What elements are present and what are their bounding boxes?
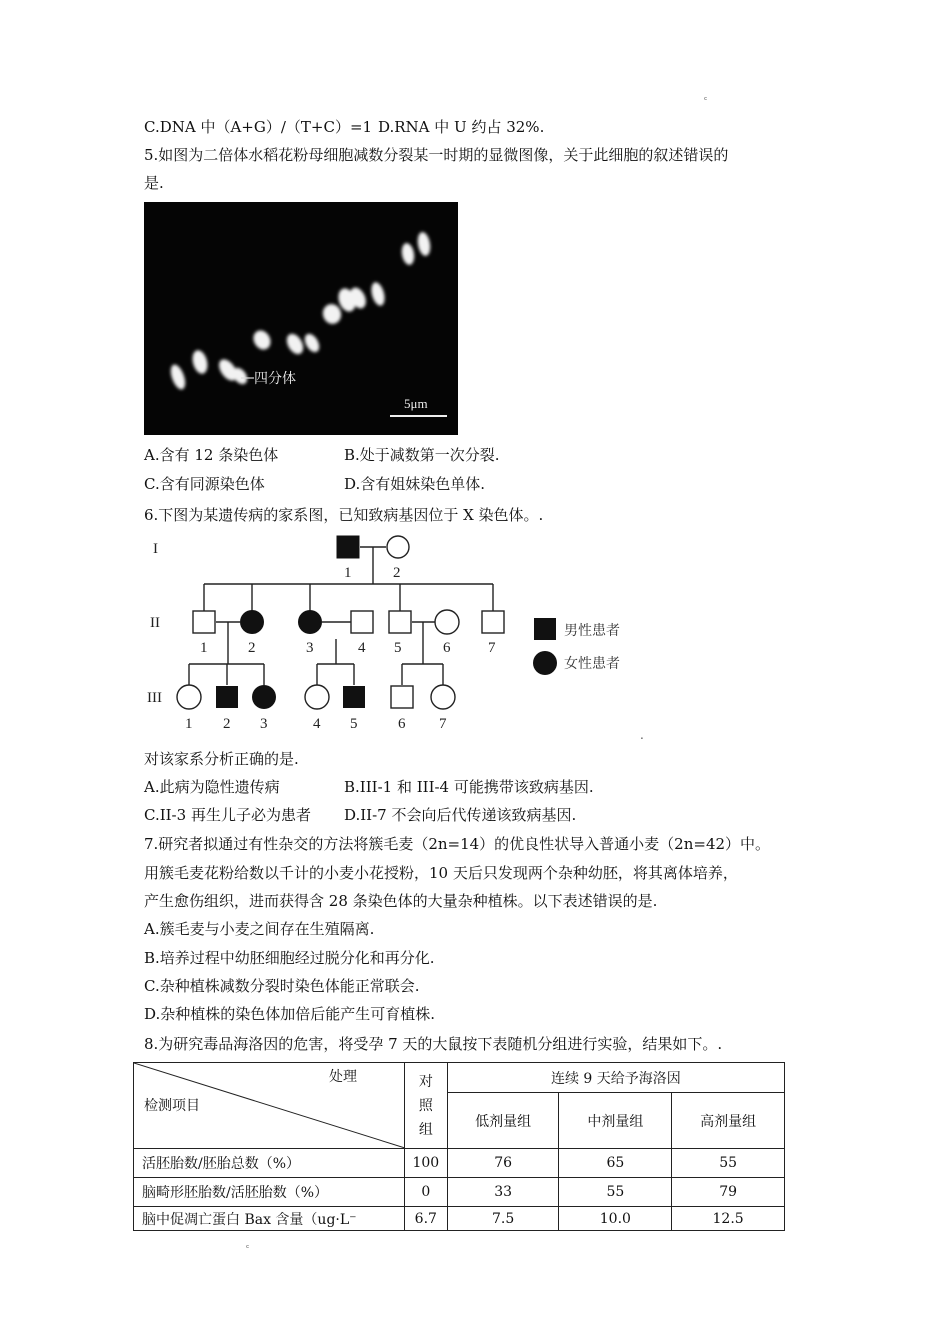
num: 1 [200,640,208,656]
q7-option-c: C.杂种植株减数分裂时染色体能正常联会. [144,977,420,995]
num: 7 [439,716,447,732]
q6-stem: 6.下图为某遗传病的家系图，已知致病基因位于 X 染色体。. [144,506,544,524]
pedigree-III2-affected-male [216,686,238,708]
num: 6 [443,640,451,656]
legend-male-symbol [534,618,556,640]
group-header: 连续 9 天给予海洛因 [447,1063,784,1093]
q4-option-d: D.RNA 中 U 约占 32%. [378,118,545,136]
pedigree-I2-female [387,536,409,558]
pedigree-II5-male [389,611,411,633]
legend-male-label: 男性患者 [564,623,620,639]
chromosome-tetrads [168,231,432,391]
pedigree-II3-affected-female [298,610,322,634]
stray-mark: ᶜ [704,96,708,106]
experiment-table [133,1062,785,1231]
q4-option-c: C.DNA 中（A+G）/（T+C）=1 [144,118,373,136]
q6-option-b: B.III-1 和 III-4 可能携带该致病基因. [344,778,594,796]
num: 5 [350,716,358,732]
gen-label-III: III [147,690,162,706]
legend-female-symbol [533,651,557,675]
q5-option-a: A.含有 12 条染色体 [144,446,279,464]
stray-mark: . [640,728,644,742]
pedigree-III1-female [177,685,201,709]
num: 6 [398,716,406,732]
pedigree-II2-affected-female [240,610,264,634]
sub-header: 低剂量组 [447,1093,559,1149]
q7-stem-line1: 7.研究者拟通过有性杂交的方法将簇毛麦（2n=14）的优良性状导入普通小麦（2n=42）中。 [144,835,771,853]
pedigree-I1-affected-male [337,536,359,558]
num: 4 [313,716,321,732]
pedigree-II4-male [351,611,373,633]
q6-stem2: 对该家系分析正确的是. [144,750,299,768]
pedigree-III3-affected-female [252,685,276,709]
micrograph-image [144,202,458,435]
q7-stem-line3: 产生愈伤组织，进而获得含 28 条染色体的大量杂种植株。以下表述错误的是. [144,892,658,910]
control-header: 对 照 组 [404,1063,447,1149]
sub-header: 高剂量组 [672,1093,785,1149]
q8-stem: 8.为研究毒品海洛因的危害，将受孕 7 天的大鼠按下表随机分组进行实验，结果如下。. [144,1035,723,1053]
gen-label-I: I [153,541,158,557]
legend-female-label: 女性患者 [564,656,620,672]
num: 1 [344,565,352,581]
num: 1 [185,716,193,732]
corner-top-label: 处理 [329,1069,357,1085]
table-row: 脑中促凋亡蛋白 Bax 含量（ug·L⁻ 6.7 7.5 10.0 12.5 [134,1207,785,1231]
q5-option-b: B.处于减数第一次分裂. [344,446,500,464]
num: 2 [248,640,256,656]
stray-mark: ᶜ [246,1244,250,1254]
num: 5 [394,640,402,656]
q7-option-a: A.簇毛麦与小麦之间存在生殖隔离. [144,920,375,938]
pedigree-III6-male [391,686,413,708]
pedigree-III4-female [305,685,329,709]
table-row: 活胚胎数/胚胎总数（%） 100 76 65 55 [134,1149,785,1178]
q6-option-c: C.II-3 再生儿子必为患者 [144,806,311,824]
q7-option-b: B.培养过程中幼胚细胞经过脱分化和再分化. [144,949,435,967]
num: 2 [223,716,231,732]
q5-stem: 5.如图为二倍体水稻花粉母细胞减数分裂某一时期的显微图像，关于此细胞的叙述错误的 [144,146,729,164]
pedigree-II1-male [193,611,215,633]
num: 2 [393,565,401,581]
q7-option-d: D.杂种植株的染色体加倍后能产生可育植株. [144,1005,436,1023]
num: 3 [306,640,314,656]
q5-stem-cont: 是. [144,174,164,192]
scale-label: 5μm [404,396,428,411]
tetrad-label: 四分体 [254,371,296,387]
num: 4 [358,640,366,656]
q6-option-d: D.II-7 不会向后代传递该致病基因. [344,806,577,824]
pedigree-II6-female [435,610,459,634]
pedigree-II7-male [482,611,504,633]
sub-header: 中剂量组 [559,1093,672,1149]
table-corner-cell [134,1063,405,1149]
q7-stem-line2: 用簇毛麦花粉给数以千计的小麦小花授粉，10 天后只发现两个杂种幼胚，将其离体培养， [144,864,738,882]
pedigree-chart [140,533,660,743]
num: 3 [260,716,268,732]
table-row: 脑畸形胚胎数/活胚胎数（%） 0 33 55 79 [134,1178,785,1207]
gen-label-II: II [150,615,160,631]
corner-bottom-label: 检测项目 [144,1098,200,1114]
num: 7 [488,640,496,656]
q5-option-c: C.含有同源染色体 [144,475,265,493]
q6-option-a: A.此病为隐性遗传病 [144,778,280,796]
pedigree-III7-female [431,685,455,709]
q5-option-d: D.含有姐妹染色单体. [344,475,486,493]
pedigree-III5-affected-male [343,686,365,708]
